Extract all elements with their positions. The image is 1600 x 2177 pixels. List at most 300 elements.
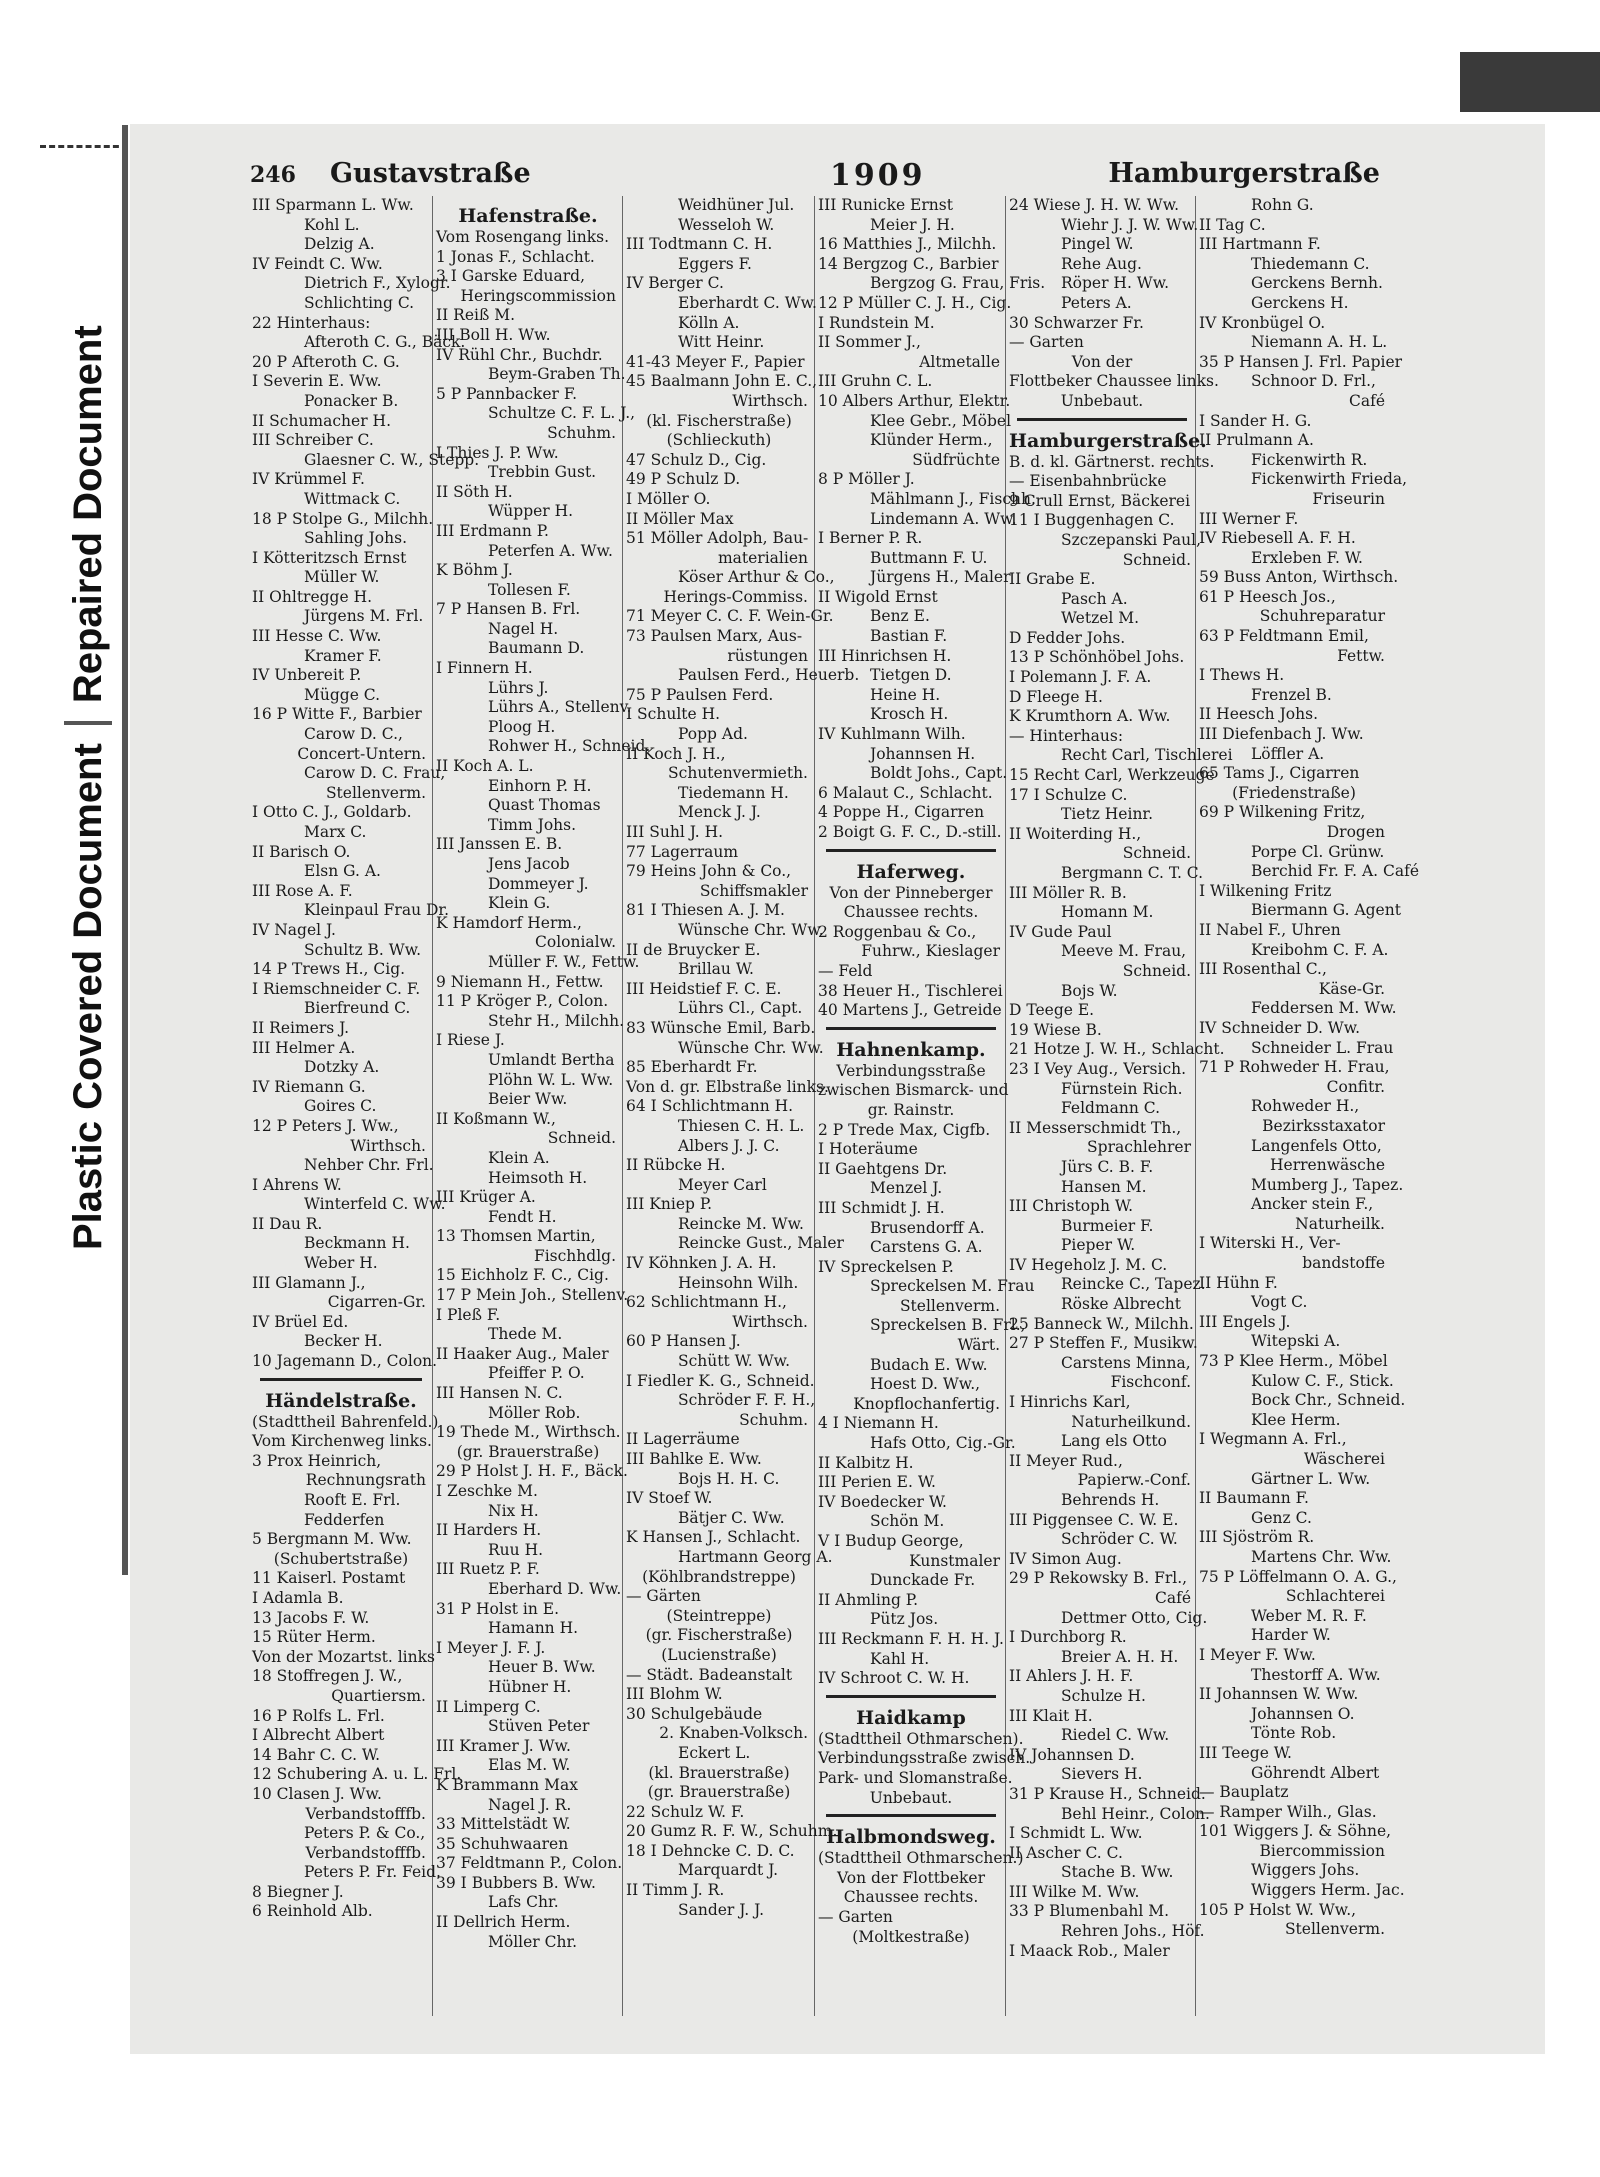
directory-entry: 40 Martens J., Getreide: [818, 1001, 1002, 1020]
directory-entry: II Schumacher H.: [252, 411, 391, 430]
street-heading: Hafenstraße.: [458, 205, 598, 227]
directory-entry: Verbindungsstraße: [836, 1061, 986, 1080]
directory-entry: 79 Heins John & Co.,: [626, 862, 792, 881]
directory-entry: Niemann A. H. L.: [1251, 333, 1388, 352]
edge-dash: [40, 145, 128, 148]
directory-entry: Schröder C. W.: [1061, 1530, 1178, 1549]
directory-entry: Trebbin Gust.: [488, 463, 597, 482]
directory-entry: Röper H. Ww.: [1061, 274, 1170, 293]
directory-entry: Tönte Rob.: [1251, 1724, 1337, 1743]
directory-entry: (Friedenstraße): [1232, 783, 1356, 802]
directory-entry: Knopflochanfertig.: [853, 1394, 1000, 1413]
directory-entry: Bätjer C. Ww.: [678, 1508, 785, 1527]
directory-entry: I Otto C. J., Goldarb.: [252, 803, 412, 822]
directory-entry: Stehr H., Milchh.: [488, 1011, 624, 1030]
directory-entry: Kölln A.: [678, 313, 740, 332]
directory-entry: Fischhdlg.: [533, 1246, 616, 1265]
directory-entry: IV Stoef W.: [626, 1489, 713, 1508]
directory-entry: Vogt C.: [1251, 1293, 1308, 1312]
directory-entry: Peters P. & Co.,: [304, 1824, 426, 1843]
directory-entry: Genz C.: [1251, 1508, 1312, 1527]
directory-entry: Recht Carl, Tischlerei: [1061, 746, 1233, 765]
directory-entry: Jürgens M. Frl.: [304, 607, 424, 626]
directory-entry: II Reiß M.: [436, 306, 516, 325]
directory-entry: 73 P Klee Herm., Möbel: [1199, 1352, 1388, 1371]
directory-entry: Schuhreparatur: [1259, 607, 1385, 626]
directory-entry: Beier Ww.: [488, 1090, 568, 1109]
directory-entry: — Garten: [818, 1907, 893, 1926]
directory-entry: 15 Rüter Herm.: [252, 1628, 376, 1647]
directory-entry: 13 Jacobs F. W.: [252, 1608, 370, 1627]
directory-entry: III Helmer A.: [252, 1038, 356, 1057]
directory-entry: Pfeiffer P. O.: [488, 1364, 585, 1383]
directory-entry: Dietrich F., Xylogr.: [304, 274, 451, 293]
directory-entry: Schuhm.: [547, 423, 616, 442]
directory-entry: 30 Schwarzer Fr.: [1009, 313, 1144, 332]
directory-entry: Rooft E. Frl.: [304, 1491, 401, 1509]
directory-entry: Quast Thomas: [488, 796, 601, 815]
directory-entry: II Woiterding H.,: [1009, 824, 1142, 843]
directory-entry: I Möller O.: [626, 489, 711, 508]
directory-entry: II Heesch Johs.: [1199, 705, 1318, 724]
section-rule: [1017, 418, 1187, 421]
directory-entry: III Bahlke E. Ww.: [626, 1450, 762, 1468]
directory-entry: Menck J. J.: [678, 803, 761, 822]
directory-entry: I Schulte H.: [626, 705, 721, 724]
directory-entry: 7 P Hansen B. Frl.: [436, 600, 581, 619]
directory-entry: Burmeier F.: [1061, 1216, 1154, 1235]
directory-entry: Thede M.: [488, 1325, 563, 1344]
directory-entry: Nagel J. R.: [488, 1795, 572, 1814]
directory-entry: Reincke Gust., Maler: [678, 1234, 844, 1253]
directory-entry: Weber M. R. F.: [1251, 1606, 1367, 1625]
directory-entry: 16 P Witte F., Barbier: [252, 705, 422, 724]
directory-entry: II Timm J. R.: [626, 1881, 725, 1900]
directory-entry: (Köhlbrandstreppe): [642, 1567, 796, 1586]
directory-entry: III Todtmann C. H.: [626, 235, 773, 254]
directory-entry: — Bauplatz: [1199, 1783, 1289, 1802]
directory-entry: 4 I Niemann H.: [818, 1414, 939, 1433]
directory-entry: Hafs Otto, Cig.-Gr.: [870, 1434, 1016, 1453]
directory-entry: Schulze H.: [1061, 1686, 1146, 1705]
directory-entry: III Sparmann L. Ww.: [252, 196, 414, 214]
directory-entry: Elsn G. A.: [304, 862, 381, 881]
directory-entry: II Söth H.: [436, 482, 513, 501]
directory-entry: 6 Malaut C., Schlacht.: [818, 783, 993, 802]
directory-entry: Park- und Slomanstraße.: [818, 1768, 1013, 1787]
directory-entry: 31 P Krause H., Schneid.: [1009, 1784, 1206, 1803]
directory-entry: 11 Kaiserl. Postamt: [252, 1569, 406, 1588]
directory-entry: II Sommer J.,: [818, 333, 921, 352]
directory-entry: Becker H.: [304, 1332, 383, 1351]
directory-entry: I Witerski H., Ver-: [1199, 1234, 1341, 1253]
directory-entry: Klee Gebr., Möbel: [870, 411, 1012, 430]
directory-entry: K Hamdorf Herm.,: [436, 913, 582, 932]
directory-entry: Martens Chr. Ww.: [1251, 1547, 1392, 1566]
directory-entry: Rohn G.: [1251, 196, 1314, 214]
directory-entry: Bezirksstaxator: [1262, 1116, 1385, 1135]
directory-entry: II Lagerräume: [626, 1430, 740, 1449]
directory-entry: 47 Schulz D., Cig.: [626, 450, 767, 469]
directory-entry: 30 Schulgebäude: [626, 1704, 763, 1723]
directory-entry: Frenzel B.: [1251, 685, 1332, 704]
directory-entry: 61 P Heesch Jos.,: [1199, 587, 1336, 606]
directory-entry: III Rosenthal C.,: [1199, 960, 1327, 979]
directory-entry: 10 Jagemann D., Colon.: [252, 1352, 438, 1371]
directory-entry: Chaussee rechts.: [843, 903, 979, 922]
directory-entry: Nagel H.: [488, 619, 559, 638]
directory-entry: Von der Mozartst. links: [252, 1647, 435, 1666]
directory-entry: III Werner F.: [1199, 509, 1299, 528]
directory-entry: III Schmidt J. H.: [818, 1198, 945, 1217]
directory-entry: Ruu H.: [488, 1540, 544, 1559]
directory-entry: II Barisch O.: [252, 842, 351, 861]
directory-entry: Sprachlehrer: [1087, 1138, 1191, 1157]
directory-entry: III Runicke Ernst: [818, 196, 953, 214]
directory-entry: 75 P Löffelmann O. A. G.,: [1199, 1567, 1397, 1586]
directory-entry: Biercommission: [1259, 1841, 1385, 1860]
directory-entry: Krosch H.: [870, 705, 949, 724]
directory-entry: Naturheilkund.: [1071, 1412, 1191, 1431]
directory-entry: Eggers F.: [678, 254, 752, 273]
directory-entry: III Blohm W.: [626, 1685, 723, 1704]
directory-entry: 59 Buss Anton, Wirthsch.: [1199, 568, 1399, 587]
directory-entry: II Ahmling P.: [818, 1590, 919, 1609]
directory-entry: I Thews H.: [1199, 666, 1285, 685]
directory-entry: 23 I Vey Aug., Versich.: [1009, 1059, 1187, 1078]
directory-entry: 8 P Möller J.: [818, 470, 915, 489]
directory-entry: Bojs W.: [1061, 981, 1118, 1000]
directory-entry: III Wilke M. Ww.: [1009, 1882, 1140, 1901]
directory-entry: K Hansen J., Schlacht.: [626, 1528, 801, 1547]
directory-entry: B. d. kl. Gärtnerst. rechts.: [1009, 452, 1215, 471]
directory-entry: — Eisenbahnbrücke: [1009, 472, 1167, 491]
directory-entry: Sahling Johs.: [304, 529, 407, 548]
directory-entry: Tietz Heinr.: [1061, 805, 1154, 824]
directory-entry: I Riese J.: [436, 1031, 505, 1050]
directory-entry: II Limperg C.: [436, 1697, 541, 1716]
directory-entry: Riedel C. Ww.: [1061, 1726, 1170, 1745]
directory-entry: Colonialw.: [535, 933, 616, 952]
directory-entry: 29 P Holst J. H. F., Bäck.: [436, 1462, 628, 1481]
directory-entry: Beckmann H.: [304, 1234, 410, 1253]
directory-entry: Müller W.: [304, 568, 380, 587]
directory-entry: (gr. Brauerstraße): [456, 1442, 600, 1461]
directory-entry: 33 Mittelstädt W.: [436, 1815, 571, 1834]
directory-entry: III Diefenbach J. Ww.: [1199, 725, 1364, 744]
directory-entry: III Piggensee C. W. E.: [1009, 1510, 1179, 1529]
directory-entry: Fischconf.: [1110, 1373, 1191, 1392]
directory-entry: D Fleege H.: [1009, 687, 1103, 706]
directory-entry: IV Gude Paul: [1009, 922, 1112, 941]
directory-entry: Jens Jacob: [488, 855, 570, 873]
directory-entry: Plöhn W. L. Ww.: [488, 1070, 614, 1089]
directory-entry: Wüpper H.: [488, 502, 574, 521]
directory-entry: 19 Thede M., Wirthsch.: [436, 1423, 621, 1442]
directory-entry: IV Unbereit P.: [252, 666, 362, 685]
directory-entry: III Glamann J.,: [252, 1273, 366, 1292]
directory-entry: Pasch A.: [1061, 589, 1128, 608]
directory-entry: I Thies J. P. Ww.: [436, 443, 559, 462]
directory-entry: Weidhüner Jul.: [678, 196, 795, 214]
directory-entry: III Engels J.: [1199, 1312, 1291, 1331]
directory-entry: Von der Pinneberger: [829, 883, 993, 902]
directory-entry: 60 P Hansen J.: [626, 1332, 741, 1351]
directory-entry: Afteroth C. G., Bäck.: [304, 333, 466, 352]
directory-entry: Brusendorff A.: [870, 1218, 985, 1237]
directory-entry: Café: [1154, 1588, 1191, 1607]
directory-entry: 101 Wiggers J. & Söhne,: [1199, 1822, 1392, 1841]
section-rule: [826, 849, 996, 852]
directory-entry: Klünder Herm.,: [870, 431, 993, 450]
directory-entry: III Christoph W.: [1009, 1197, 1133, 1216]
directory-entry: IV Riemann G.: [252, 1077, 366, 1096]
directory-entry: Jürs C. B. F.: [1061, 1157, 1154, 1176]
directory-entry: Marquardt J.: [678, 1861, 779, 1880]
directory-entry: Mügge C.: [304, 685, 381, 704]
directory-entry: Johannsen O.: [1251, 1704, 1355, 1723]
directory-entry: 16 P Rolfs L. Frl.: [252, 1706, 385, 1725]
directory-entry: 22 Hinterhaus:: [252, 313, 371, 332]
directory-entry: Behrends H.: [1061, 1491, 1160, 1509]
directory-entry: Witepski A.: [1251, 1332, 1341, 1351]
directory-entry: Herings-Commiss.: [663, 587, 808, 606]
directory-entry: 5 Bergmann M. Ww.: [252, 1530, 412, 1549]
directory-entry: 51 Möller Adolph, Bau-: [626, 529, 809, 548]
directory-entry: 2. Knaben-Volksch.: [659, 1724, 808, 1743]
directory-entry: Gerckens H.: [1251, 293, 1349, 312]
directory-entry: Johannsen H.: [870, 744, 976, 763]
directory-entry: Marx C.: [304, 823, 367, 841]
directory-entry: 2 P Trede Max, Cigfb.: [818, 1120, 991, 1139]
directory-entry: Heimsoth H.: [488, 1168, 588, 1187]
directory-entry: 16 Matthies J., Milchh.: [818, 235, 997, 254]
directory-entry: 35 Schuhwaaren: [436, 1834, 569, 1853]
directory-entry: II Dellrich Herm.: [436, 1913, 571, 1932]
directory-entry: Feddersen M. Ww.: [1251, 999, 1397, 1018]
directory-entry: Wäscherei: [1303, 1450, 1385, 1468]
directory-entry: Gerckens Bernh.: [1251, 274, 1383, 293]
directory-entry: Harder W.: [1251, 1626, 1331, 1645]
directory-entry: Langenfels Otto,: [1251, 1136, 1382, 1155]
directory-entry: Bojs H. H. C.: [678, 1469, 780, 1488]
directory-entry: bandstoffe: [1302, 1254, 1385, 1273]
directory-entry: Paulsen Ferd., Heuerb.: [678, 666, 860, 685]
directory-entry: 35 P Hansen J. Frl. Papier: [1199, 352, 1403, 371]
directory-entry: 20 Gumz R. F. W., Schuhm.: [626, 1822, 838, 1841]
directory-entry: III Erdmann P.: [436, 521, 549, 540]
directory-entry: 22 Schulz W. F.: [626, 1802, 745, 1821]
directory-entry: Schneid.: [547, 1129, 616, 1148]
directory-entry: I Kötteritzsch Ernst: [252, 548, 407, 567]
directory-entry: 13 Thomsen Martin,: [436, 1227, 596, 1246]
directory-entry: Unbebaut.: [1060, 391, 1144, 410]
directory-entry: III Janssen E. B.: [436, 835, 563, 854]
directory-entry: Rohweder H.,: [1251, 1097, 1360, 1116]
directory-entry: Bastian F.: [870, 627, 948, 646]
directory-entry: Mählmann J., Fischh.: [870, 489, 1036, 508]
directory-entry: II Prulmann A.: [1199, 431, 1314, 450]
directory-entry: Eberhardt C. Ww.: [678, 293, 817, 312]
directory-entry: 77 Lagerraum: [626, 842, 739, 861]
directory-entry: Hartmann Georg A.: [678, 1547, 833, 1566]
directory-entry: Boldt Johs., Capt.: [870, 764, 1008, 783]
directory-entry: Quartiersm.: [331, 1686, 426, 1705]
directory-entry: (Moltkestraße): [852, 1927, 970, 1946]
directory-entry: I Wilkening Fritz: [1199, 881, 1332, 900]
directory-entry: III Boll H. Ww.: [436, 325, 551, 344]
directory-entry: IV Schroot C. W. H.: [818, 1669, 970, 1688]
directory-entry: Wirthsch.: [350, 1136, 426, 1155]
directory-entry: Stüven Peter: [488, 1717, 590, 1736]
directory-entry: IV Schneider D. Ww.: [1199, 1018, 1361, 1037]
directory-entry: 45 Baalmann John E. C.,: [626, 372, 818, 391]
directory-entry: I Hinrichs Karl,: [1009, 1393, 1131, 1412]
directory-entry: II Tag C.: [1199, 215, 1266, 234]
directory-entry: K Böhm J.: [436, 561, 513, 580]
directory-entry: K Krumthorn A. Ww.: [1009, 707, 1171, 726]
directory-entry: Heuer B. Ww.: [488, 1658, 596, 1677]
directory-entry: I Polemann J. F. A.: [1009, 668, 1152, 687]
directory-entry: — Hinterhaus:: [1009, 726, 1124, 745]
directory-entry: I Berner P. R.: [818, 529, 923, 548]
directory-entry: III Hinrichsen H.: [818, 646, 952, 665]
directory-entry: Schlichting C.: [304, 293, 415, 312]
directory-entry: Spreckelsen B. Frl.,: [870, 1316, 1026, 1335]
directory-entry: II Gaehtgens Dr.: [818, 1159, 948, 1178]
directory-entry: Wiggers Herm. Jac.: [1251, 1881, 1405, 1900]
directory-entry: IV Boedecker W.: [818, 1492, 947, 1511]
directory-entry: Vom Kirchenweg links.: [252, 1432, 432, 1451]
directory-entry: Kulow C. F., Stick.: [1251, 1371, 1394, 1390]
directory-entry: Rehren Johs., Höf.: [1061, 1922, 1205, 1941]
directory-entry: Fedderfen: [304, 1510, 385, 1529]
directory-entry: 75 P Paulsen Ferd.: [626, 685, 774, 704]
directory-entry: Carstens G. A.: [870, 1238, 983, 1257]
directory-entry: Kleinpaul Frau Dr.: [304, 901, 450, 920]
directory-entry: II Harders H.: [436, 1521, 542, 1540]
directory-entry: 11 I Buggenhagen C.: [1009, 511, 1175, 530]
directory-entry: I Meyer F. Ww.: [1199, 1645, 1316, 1664]
directory-entry: Sievers H.: [1061, 1765, 1143, 1784]
directory-entry: Kahl H.: [870, 1649, 930, 1668]
directory-entry: Szczepanski Paul,: [1061, 530, 1202, 549]
directory-entry: — Ramper Wilh., Glas.: [1199, 1802, 1377, 1821]
directory-entry: Albers J. J. C.: [678, 1136, 780, 1155]
section-rule: [826, 1814, 996, 1817]
directory-entry: (Stadttheil Othmarschen.): [818, 1849, 1024, 1868]
directory-entry: 20 P Afteroth C. G.: [252, 352, 400, 371]
directory-entry: Südfrüchte: [912, 450, 1000, 469]
directory-entry: Schuhm.: [739, 1410, 808, 1429]
directory-entry: 17 I Schulze C.: [1009, 785, 1128, 804]
directory-entry: Carstens Minna,: [1061, 1353, 1191, 1372]
scan-corner: [1460, 52, 1600, 112]
directory-entry: Breier A. H. H.: [1061, 1647, 1179, 1666]
directory-entry: Stache B. Ww.: [1061, 1863, 1174, 1882]
directory-entry: I Finnern H.: [436, 659, 533, 678]
directory-entry: Thiesen C. H. L.: [678, 1116, 805, 1135]
directory-entry: Kreibohm C. F. A.: [1251, 940, 1389, 959]
directory-entry: (Stadttheil Bahrenfeld.): [252, 1412, 439, 1431]
directory-entry: Homann M.: [1061, 903, 1154, 922]
directory-entry: Cigarren-Gr.: [327, 1293, 426, 1312]
directory-entry: (kl. Brauerstraße): [648, 1763, 790, 1782]
street-heading: Haferweg.: [856, 860, 966, 883]
directory-entry: Dettmer Otto, Cig.: [1061, 1608, 1208, 1627]
directory-entry: Altmetalle: [919, 352, 1000, 371]
directory-entry: Kunstmaler: [909, 1551, 1000, 1570]
street-heading: Hahnenkamp.: [836, 1038, 986, 1061]
directory-entry: (Steintreppe): [666, 1606, 772, 1625]
directory-entry: Glaesner C. W., Stepp.: [304, 450, 480, 469]
header-year: 1909: [830, 158, 926, 193]
directory-entry: III Hesse C. Ww.: [252, 627, 382, 646]
directory-entry: II Johannsen W. Ww.: [1199, 1685, 1359, 1704]
directory-entry: II Messerschmidt Th.,: [1009, 1118, 1182, 1137]
directory-entry: Flottbeker Chaussee links.: [1009, 372, 1219, 391]
directory-entry: I Ahrens W.: [252, 1175, 342, 1194]
street-heading: Hamburgerstraße.: [1009, 429, 1207, 452]
directory-entry: Biermann G. Agent: [1251, 901, 1401, 920]
section-rule: [826, 1695, 996, 1698]
directory-entry: Mumberg J., Tapez.: [1251, 1175, 1404, 1194]
directory-entry: Spreckelsen M. Frau: [870, 1277, 1035, 1296]
directory-entry: Umlandt Bertha: [488, 1050, 615, 1069]
directory-entry: — Garten: [1009, 333, 1084, 352]
directory-entry: III Krüger A.: [436, 1188, 536, 1207]
directory-entry: I Meyer J. F. J.: [436, 1638, 546, 1657]
directory-entry: II de Bruycker E.: [626, 940, 761, 959]
directory-entry: 8 Biegner J.: [252, 1882, 344, 1901]
directory-entry: Heine H.: [870, 685, 941, 704]
directory-entry: I Albrecht Albert: [252, 1726, 385, 1745]
directory-entry: III Schreiber C.: [252, 431, 374, 450]
directory-entry: 12 Schubering A. u. L. Frl.: [252, 1765, 462, 1784]
side-label-repaired: Repaired Document: [65, 325, 110, 704]
directory-entry: Menzel J.: [870, 1179, 943, 1198]
directory-entry: Thestorff A. Ww.: [1251, 1665, 1381, 1684]
directory-columns: [252, 196, 1420, 2026]
directory-entry: I Adamla B.: [252, 1588, 344, 1607]
directory-entry: Stellenverm.: [325, 783, 426, 802]
directory-entry: 15 Recht Carl, Werkzeuge: [1009, 766, 1215, 785]
directory-entry: II Dau R.: [252, 1214, 323, 1233]
directory-entry: Ploog H.: [488, 717, 556, 736]
directory-entry: Berchid Fr. F. A. Café: [1251, 862, 1420, 881]
directory-entry: III Sjöström R.: [1199, 1528, 1315, 1547]
directory-entry: (Schlieckuth): [666, 431, 772, 450]
directory-entry: 18 P Stolpe G., Milchh.: [252, 509, 434, 528]
directory-entry: Confitr.: [1326, 1077, 1385, 1096]
directory-entry: I Rundstein M.: [818, 313, 935, 332]
directory-entry: III Hartmann F.: [1199, 235, 1321, 254]
directory-entry: Vom Rosengang links.: [436, 228, 610, 246]
directory-entry: I Sander H. G.: [1199, 411, 1312, 430]
directory-entry: Von der Flottbeker: [836, 1868, 985, 1887]
directory-entry: 5 P Pannbacker F.: [436, 384, 578, 403]
directory-entry: I Pleß F.: [436, 1305, 501, 1324]
directory-entry: Wesseloh W.: [678, 215, 775, 234]
directory-entry: Delzig A.: [304, 235, 375, 254]
directory-entry: Beym-Graben Th.: [488, 365, 626, 384]
directory-entry: 41-43 Meyer F., Papier: [626, 352, 805, 371]
directory-entry: 14 P Trews H., Cig.: [252, 960, 406, 979]
directory-entry: Röske Albrecht: [1061, 1295, 1181, 1314]
directory-entry: gr. Rainstr.: [867, 1100, 955, 1119]
directory-entry: II Nabel F., Uhren: [1199, 920, 1341, 939]
directory-entry: IV Hegeholz J. M. C.: [1009, 1255, 1168, 1274]
